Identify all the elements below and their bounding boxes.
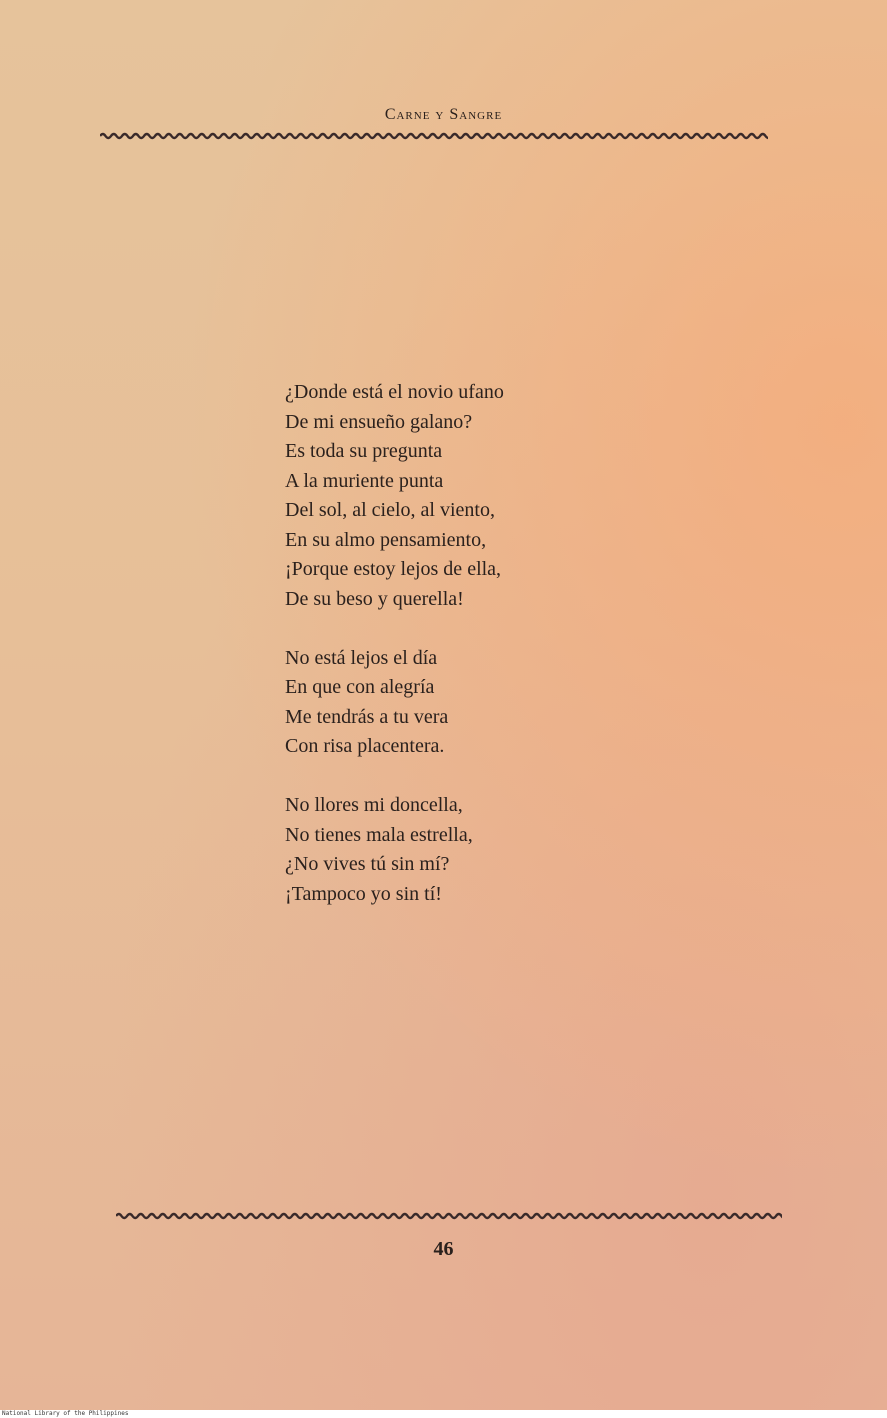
- poem-stanza: [285, 644, 705, 762]
- poem-line: En su almo pensamiento,: [285, 528, 487, 551]
- poem-line: De su beso y querella!: [285, 587, 464, 610]
- library-credit: National Library of the Philippines: [2, 1410, 129, 1417]
- poem-line: No tienes mala estrella,: [285, 823, 473, 846]
- poem-line: A la muriente punta: [285, 469, 444, 492]
- poem-stanza: [285, 378, 705, 614]
- poem-line: No llores mi doncella,: [285, 794, 463, 816]
- poem-stanza: [285, 791, 705, 909]
- footer-strip: [0, 1410, 887, 1418]
- poem: [285, 378, 705, 909]
- poem-line: ¡Porque estoy lejos de ella,: [285, 558, 502, 580]
- poem-line: ¿Donde está el novio ufano: [285, 381, 504, 403]
- poem-line: No está lejos el día: [285, 646, 438, 669]
- wavy-rule-top: [100, 128, 768, 144]
- poem-line: Me tendrás a tu vera: [285, 705, 449, 728]
- poem-line: ¿No vives tú sin mí?: [285, 853, 450, 875]
- wavy-rule-bottom: [116, 1208, 782, 1224]
- poem-line: Con risa placentera.: [285, 735, 445, 757]
- poem-line: Es toda su pregunta: [285, 440, 443, 462]
- poem-line: En que con alegría: [285, 676, 435, 698]
- poem-line: De mi ensueño galano?: [285, 410, 473, 433]
- poem-line: ¡Tampoco yo sin tí!: [285, 882, 442, 905]
- running-title: Carne y Sangre: [384, 106, 503, 123]
- poem-line: Del sol, al cielo, al viento,: [285, 499, 495, 521]
- page-number: 46: [433, 1238, 454, 1260]
